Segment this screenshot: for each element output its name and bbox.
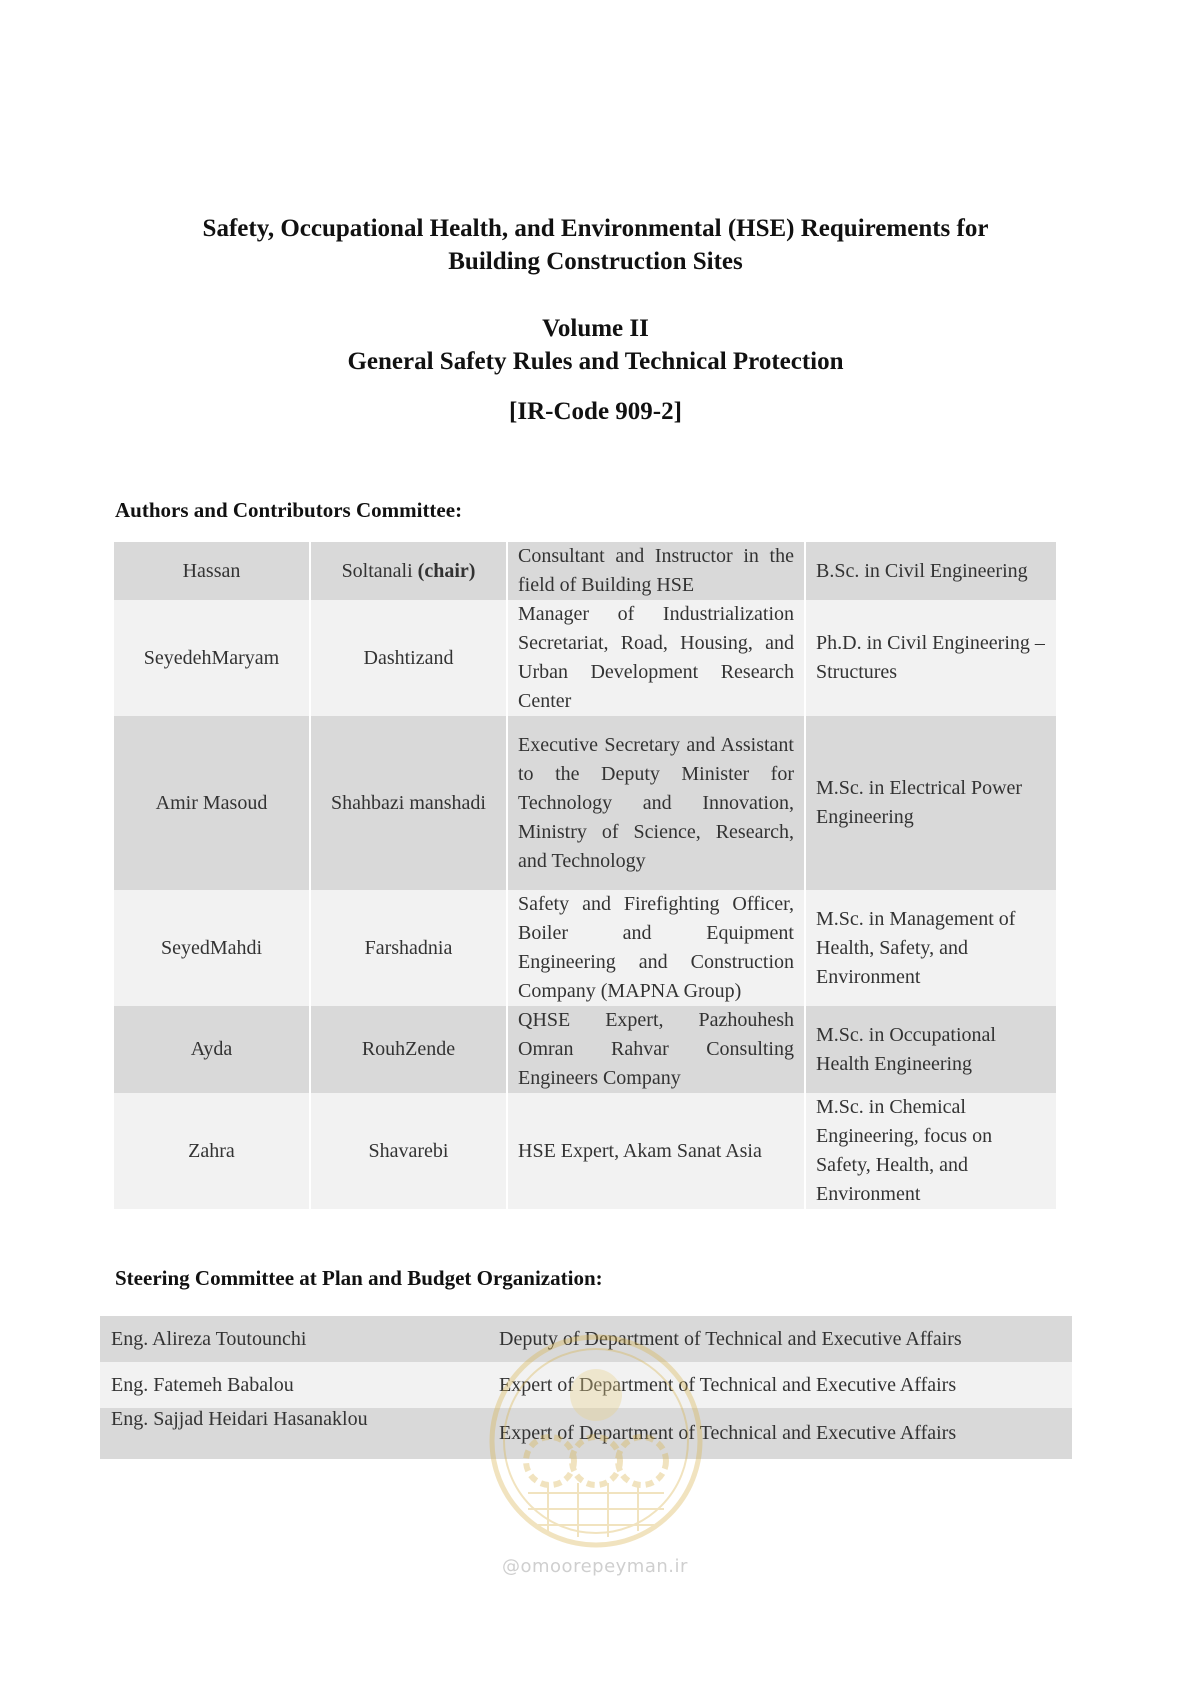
table-row <box>100 1362 1072 1408</box>
table-row <box>100 1408 1072 1459</box>
volume-label: Volume II <box>542 315 649 342</box>
author-first-name: SeyedMahdi <box>114 890 310 1006</box>
table-row <box>114 716 1056 890</box>
title-line-1: Safety, Occupational Health, and Environmental (HSE) Requirements for <box>202 215 989 242</box>
author-degree: M.Sc. in Management of Health, Safety, and Environment <box>805 890 1056 1006</box>
author-degree: M.Sc. in Occupational Health Engineering <box>805 1006 1056 1093</box>
volume-block <box>0 312 1191 378</box>
member-name: Eng. Fatemeh Babalou <box>100 1362 488 1408</box>
table-row <box>100 1316 1072 1362</box>
member-position: Expert of Department of Technical and Executive Affairs <box>488 1408 1072 1459</box>
author-first-name: Hassan <box>114 542 310 600</box>
authors-table <box>114 542 1056 1209</box>
steering-table <box>100 1316 1072 1459</box>
steering-heading: Steering Committee at Plan and Budget Organization: <box>115 1266 603 1290</box>
member-position: Expert of Department of Technical and Executive Affairs <box>488 1362 1072 1408</box>
table-row <box>114 1006 1056 1093</box>
author-degree: Ph.D. in Civil Engineering – Structures <box>805 600 1056 716</box>
authors-heading: Authors and Contributors Committee: <box>115 498 463 522</box>
author-degree: M.Sc. in Chemical Engineering, focus on Safety, Health, and Environment <box>805 1093 1056 1209</box>
author-role: HSE Expert, Akam Sanat Asia <box>507 1093 805 1209</box>
chair-label: (chair) <box>417 559 476 582</box>
author-role: Consultant and Instructor in the field of Building HSE <box>507 542 805 600</box>
author-first-name: Zahra <box>114 1093 310 1209</box>
author-first-name: SeyedehMaryam <box>114 600 310 716</box>
title-line-2: Building Construction Sites <box>448 248 743 275</box>
author-role: Manager of Industrialization Secretariat, Road, Housing, and Urban Development Research Center <box>507 600 805 716</box>
author-last-name: Dashtizand <box>310 600 507 716</box>
table-row <box>114 890 1056 1006</box>
member-position: Deputy of Department of Technical and Executive Affairs <box>488 1316 1072 1362</box>
member-name: Eng. Alireza Toutounchi <box>100 1316 488 1362</box>
author-last-name <box>310 542 507 600</box>
author-role: Executive Secretary and Assistant to the Deputy Minister for Technology and Innovation, Ministry of Science, Research, and Technology <box>507 716 805 890</box>
ir-code: [IR-Code 909-2] <box>509 398 682 425</box>
author-last-name: Farshadnia <box>310 890 507 1006</box>
author-degree: B.Sc. in Civil Engineering <box>805 542 1056 600</box>
author-degree: M.Sc. in Electrical Power Engineering <box>805 716 1056 890</box>
author-last-name: RouhZende <box>310 1006 507 1093</box>
author-first-name: Ayda <box>114 1006 310 1093</box>
volume-subtitle: General Safety Rules and Technical Protection <box>347 348 844 375</box>
author-role: Safety and Firefighting Officer, Boiler and Equipment Engineering and Construction Company (MAPNA Group) <box>507 890 805 1006</box>
table-row <box>114 542 1056 600</box>
table-row <box>114 1093 1056 1209</box>
author-last-name: Shavarebi <box>310 1093 507 1209</box>
author-role: QHSE Expert, Pazhouhesh Omran Rahvar Consulting Engineers Company <box>507 1006 805 1093</box>
table-row <box>114 600 1056 716</box>
author-last-name-text: Soltanali <box>341 559 413 582</box>
document-title <box>0 212 1191 278</box>
watermark-text: @omoorepeyman.ir <box>502 1556 688 1577</box>
author-first-name: Amir Masoud <box>114 716 310 890</box>
member-name: Eng. Sajjad Heidari Hasanaklou <box>100 1408 488 1459</box>
author-last-name: Shahbazi manshadi <box>310 716 507 890</box>
